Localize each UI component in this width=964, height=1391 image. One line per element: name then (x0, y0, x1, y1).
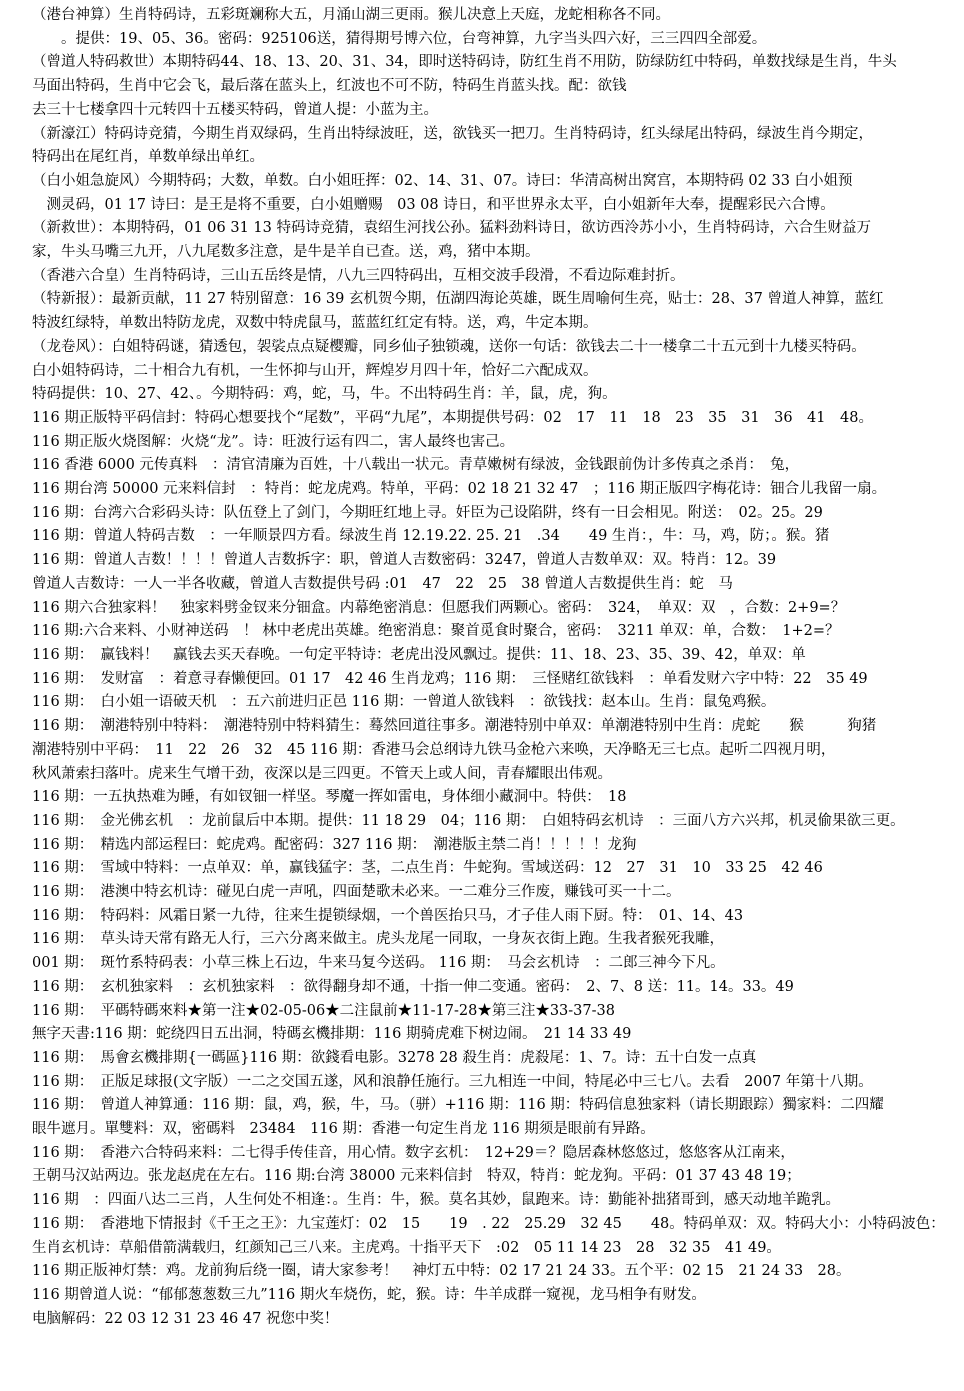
text-line: 116 期： 精选内部运程曰：蛇虎鸡。配密码：327 116 期： 潮港版主禁二肖！！！！！龙狗 (32, 836, 637, 853)
text-line: 116 期： 潮港特别中特料： 潮港特别中特料猜生：蓦然回道往事多。潮港特别中单双：单潮港特别中生肖：虎蛇 猴 狗猪 (32, 718, 877, 735)
text-line: 116 期：曾道人特码吉数 ：一年顺景四方看。绿波生肖 12.19.22. 25. 21 .34 49 生肖：，牛：马，鸡，防；。猴。猪 (32, 528, 830, 545)
text-line: 。提供：19、05、36。密码：925106送，猜得期号博六位，台弯神算，九字当头四六好，三三四四全部爱。 (32, 30, 767, 47)
text-line: （特新报）：最新贡献，11 27 特别留意：16 39 玄机贺今期，伍湖四海论英雄，既生周喻何生亮，贴士：28、37 曾道人神算，蓝红 (32, 291, 884, 308)
text-line: 特码提供：10、27、42、。今期特码：鸡，蛇，马，牛。不出特码生肖：羊，鼠，虎，狗。 (32, 386, 617, 403)
text-line: 116 期正版特平码信封：特码心想要找个“尾数”，平码“九尾”，本期提供号码：02 17 11 18 23 35 31 36 41 48。 (32, 409, 873, 426)
text-line: 生肖玄机诗：草船借箭满载归，红颜知己三八来。主虎鸡。十指平天下 :02 05 11 14 23 28 32 35 41 49。 (32, 1239, 781, 1256)
text-line: 116 期曾道人说：“郁郁葱葱数三九”116 期火车烧伤，蛇，猴。诗：牛羊成群一窥视，龙马相争有财发。 (32, 1286, 706, 1303)
text-line: 家，牛头马嘴三九开，八九尾数多注意，是牛是羊自已查。送，鸡，猪中本期。 (32, 244, 540, 261)
text-line: 116 期： 馬會玄機排期{一碼區}116 期：欲錢看电影。3278 28 殺生肖：虎殺尾：1、7。诗：五十白发一点真 (32, 1049, 757, 1066)
text-line: （新濠江）特码诗竞猜，今期生肖双绿码，生肖出特绿波旺，送，欲钱买一把刀。生肖特码诗，红头绿尾出特码，绿波生肖今期定， (32, 125, 873, 142)
text-line: 116 期： 白小姐一语破天机 ：五六前进归正邑 116 期：一曾道人欲钱料 ：欲钱找：赵本山。生肖：鼠兔鸡猴。 (32, 694, 776, 711)
text-line: 秋风萧索扫落叶。虎来生气增干劲，夜深以是三四更。不管天上或人间，青春耀眼出伟观。 (32, 765, 612, 782)
text-line: 116 期正版火烧图解：火烧“龙”。诗：旺波行运有四二，害人最终也害己。 (32, 433, 515, 450)
text-line: 马面出特码，生肖中它会飞，最后落在蓝头上，红波也不可不防，特码生肖蓝头找。配：欲钱 (32, 78, 627, 95)
text-line: 116 期： 草头诗天常有路无人行，三六分离来做主。虎头龙尾一同取，一身灰衣街上跑。生我者猴死我雕， (32, 931, 725, 948)
text-line: 116 期正版神灯禁：鸡。龙前狗后绕一圈，请大家参考！ 神灯五中特：02 17 21 24 33。五个平：02 15 21 24 33 28。 (32, 1263, 851, 1280)
text-line: 116 期:六合来料、小财神送码 ！ 林中老虎出英雄。绝密消息：聚首觅食时聚合，密码： 3211 单双：单，合数： 1+2=？ (32, 623, 840, 640)
text-line: 116 期 ：四面八达二三肖，人生何处不相逢：。生肖：牛，猴。莫名其妙，鼠跑来。诗：勤能补拙猪哥到，感天动地羊跪乳。 (32, 1192, 841, 1209)
text-line: （香港六合皇）生肖特码诗，三山五岳终是情，八九三四特码出，互相交波手段滑，不看边际难封折。 (32, 267, 685, 284)
text-line: 116 期： 曾道人神算通：116 期：鼠，鸡，猴，牛，马。（骈）+116 期：116 期：特码信息独家料（请长期跟踪）獨家料：二四耀 (32, 1097, 884, 1114)
text-line: 116 期： 赢钱料！ 赢钱去买天春晚。一句定平特诗：老虎出没风飘过。提供：11、18、23、35、39、42，单双：单 (32, 646, 806, 663)
text-line: 116 期： 香港六合特码来料：二七得手传佳音，用心情。数字玄机： 12+29＝？隐居森林悠悠过，悠悠客从江南来， (32, 1144, 795, 1161)
text-line: 無字天書:116 期：蛇绕四日五出洞，特碼玄機排期：116 期骑虎难下树边闹。 21 14 33 49 (32, 1026, 632, 1043)
text-line: 116 期： 玄机独家料 ：玄机独家料 ：欲得翻身却不通，十指一伸二变通。密码： 2、7、8 送：11。14。33。49 (32, 978, 794, 995)
text-line: 特码出在尾红肖，单数单绿出单红。 (32, 149, 264, 166)
text-line: 曾道人吉数诗：一人一半各收藏，曾道人吉数提供号码 :01 47 22 25 38 曾道人吉数提供生肖：蛇 马 (32, 575, 733, 592)
text-line: （白小姐急旋风）今期特码；大数，单数。白小姐旺挥：02、14、31、07。诗曰：华清高树出窝宫，本期特码 02 33 白小姐预 (32, 172, 853, 189)
text-line: 116 期： 平碼特碼來料★第一注★02-05-06★二注鼠前★11-17-28★第三注★33-37-38 (32, 1002, 615, 1019)
text-line: 116 期： 特码料：风霜日紧一九待，往来生提锁绿烟，一个兽医抬只马，才子佳人雨下厨。特： 01、14、43 (32, 907, 744, 924)
text-line: 001 期： 斑竹系特码表：小草三株上石边，牛来马复今送码。 116 期： 马会玄机诗 ：二郎三神今下凡。 (32, 955, 725, 972)
text-line: 116 期：一五执热难为睡，有如钗钿一样坚。琴魔一挥如雷电，身体细小藏洞中。特供： 18 (32, 789, 627, 806)
text-line: 116 香港 6000 元传真料 ：清官清廉为百姓，十八载出一状元。青草嫩树有绿波，金钱跟前伪计多传真之杀肖： 兔， (32, 457, 800, 474)
text-line: 116 期： 发财富 ：着意寻春懒便回。01 17 42 46 生肖龙鸡；116 期： 三怪赌红欲钱料 ：单看发财六字中特：22 35 49 (32, 670, 868, 687)
text-line: 116 期六合独家料！ 独家料劈金钗来分钿盒。内幕绝密消息：但愿我们两颗心。密码： 324， 单双：双 ，合数：2+9=？ (32, 599, 846, 616)
text-line: 电脑解码：22 03 12 31 23 46 47 祝您中奖！ (32, 1310, 339, 1327)
text-line: 特波红绿特，单数出特防龙虎，双数中特虎鼠马，蓝蓝红红定有特。送，鸡，牛定本期。 (32, 315, 598, 332)
text-line: （曾道人特码救世）本期特码44、18、13、20、31、34，即时送特码诗，防红生肖不用防，防绿防红中特码，单数找绿是生肖，牛头 (32, 54, 897, 71)
text-line: 116 期：台湾六合彩码头诗：队伍登上了剑门，今期旺红地上寻。奸臣为己设陷阱，终有一日会相见。附送： 02。25。29 (32, 504, 823, 521)
text-line: 116 期： 香港地下情报封《千王之王》：九宝莲灯：02 15 19 . 22 25.29 32 45 48。特码单双：双。特码大小：小特码波色： (32, 1215, 945, 1232)
text-line: （新救世）：本期特码，01 06 31 13 特码诗竞猜，袁绍生河找公孙。猛料劲料诗日，欲访西泠苏小小，生肖特码诗，六合生财益万 (32, 220, 871, 237)
text-line: 王朝马汉站两边。张龙赵虎在左右。116 期:台湾 38000 元来料信封 特双，特肖：蛇龙狗。平码：01 37 43 48 19； (32, 1168, 801, 1185)
text-line: 潮港特别中平码： 11 22 26 32 45 116 期：香港马会总纲诗九铁马金枪六来唤，天净略无三七点。起听二四视月明， (32, 741, 836, 758)
text-line: 去三十七楼拿四十元转四十五楼买特码，曾道人提：小蓝为主。 (32, 101, 438, 118)
text-line: 116 期台湾 50000 元来料信封 ：特肖：蛇龙虎鸡。特单，平码：02 18 21 32 47 ；116 期正版四字梅花诗：钿合儿我留一扇。 (32, 481, 887, 498)
text-line: 116 期：曾道人吉数！！！！曾道人吉数拆字：职，曾道人吉数密码：3247，曾道人吉数单双：双。特肖：12。39 (32, 552, 777, 569)
text-line: 测灵码，01 17 诗曰：是王是将不重要，白小姐赠赐 03 08 诗日，和平世界永太平，白小姐新年大奉，提醒彩民六合博。 (32, 196, 835, 213)
text-line: 眼牛遮月。單雙料：双，密碼料 23484 116 期：香港一句定生肖龙 116 期须是眼前有异路。 (32, 1121, 655, 1138)
text-line: 116 期： 港澳中特玄机诗：碰见白虎一声吼，四面楚歌未必来。一二难分三作废，赚钱可买一十二。 (32, 884, 681, 901)
text-line: 116 期： 金光佛玄机 ：龙前鼠后中本期。提供：11 18 29 04；116 期： 白姐特码玄机诗 ：三面八方六兴邦，机灵偷果欲三更。 (32, 812, 905, 829)
text-line: 白小姐特码诗，二十相合九有机，一生怀抑与山开，辉煌岁月四十年，恰好二六配成双。 (32, 362, 598, 379)
text-line: 116 期： 雪域中特料：一点单双：单，赢钱猛字：茎，二点生肖：牛蛇狗。雪域送码：12 27 31 10 33 25 42 46 (32, 860, 823, 877)
text-line: 116 期： 正版足球报(文字版）一二之交国五遂，风和浪静任施行。三九相连一中间，特尾必中三七八。去看 2007 年第十八期。 (32, 1073, 873, 1090)
text-line: （龙卷风）：白姐特码谜，猜透包，袈裟点点疑樱瓣，同乡仙子独锁魂，送你一句话：欲钱去二十一楼拿二十五元到十九楼买特码。 (32, 338, 866, 355)
text-line: （港台神算）生肖特码诗，五彩斑斓称大五，月涌山湖三更雨。猴儿决意上天庭，龙蛇相称各不同。 (32, 7, 670, 23)
